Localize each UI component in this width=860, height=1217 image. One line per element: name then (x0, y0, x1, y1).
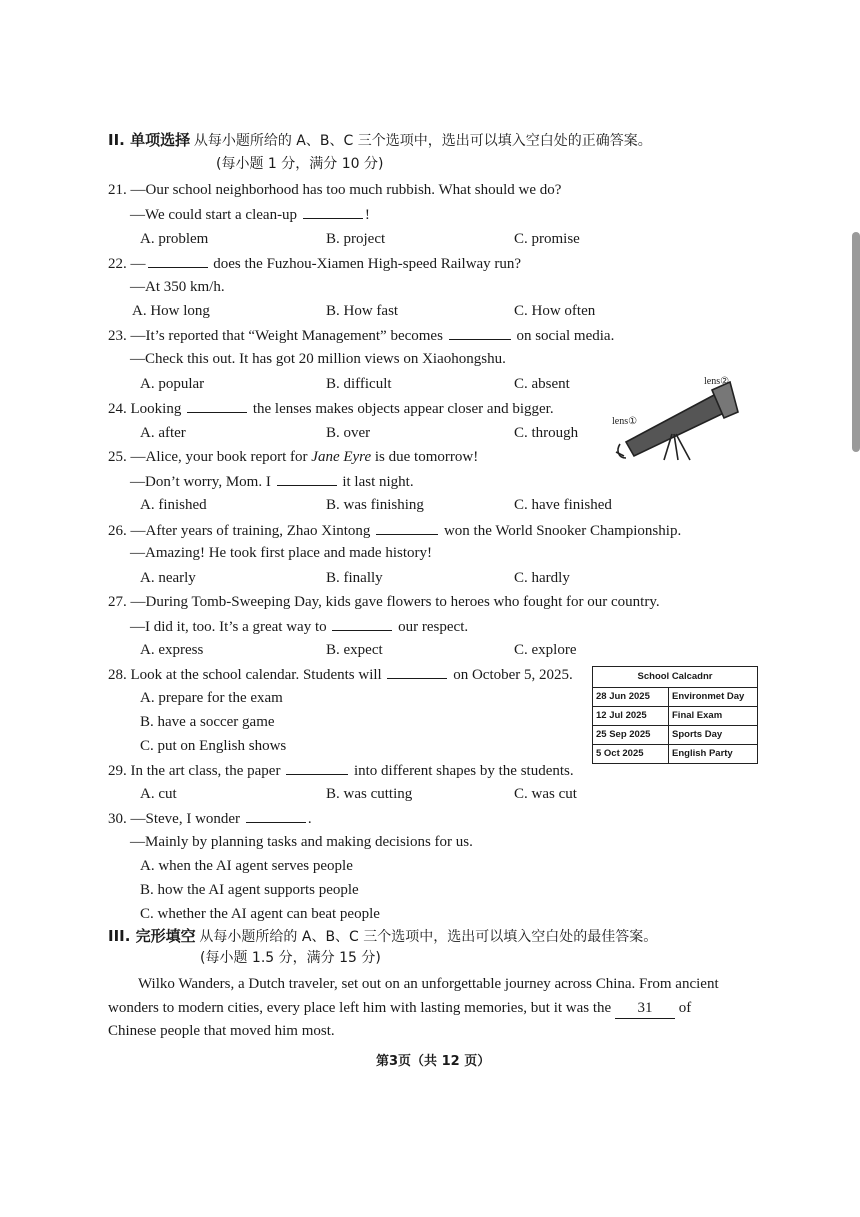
vertical-scrollbar[interactable] (852, 232, 860, 452)
q21-option-a: A. problem (140, 231, 209, 247)
q22-option-b: B. How fast (326, 303, 399, 319)
section-2-score: (每小题 1 分，满分 10 分) (216, 156, 384, 172)
calendar-row (593, 707, 757, 726)
q27-line2-start: —I did it, too. It’s a great way to (130, 619, 327, 635)
q25-option-a: A. finished (140, 497, 207, 513)
q29-line1-start: 29. In the art class, the paper (108, 763, 281, 779)
blank-31: 31 (615, 998, 675, 1019)
calendar-date: 25 Sep 2025 (593, 726, 669, 744)
calendar-date: 28 Jun 2025 (593, 688, 669, 706)
calendar-event: Final Exam (672, 710, 723, 721)
q23-line1-start: 23. —It’s reported that “Weight Management” becomes (108, 328, 443, 344)
calendar-row (593, 688, 757, 707)
q26-option-a: A. nearly (140, 570, 196, 586)
q26-line1 (108, 520, 681, 541)
q22-line1 (108, 253, 521, 274)
calendar-row (593, 745, 757, 763)
q21-line2 (130, 204, 370, 225)
lens1-label: lens① (612, 416, 638, 427)
q23-line2: —Check this out. It has got 20 million views on Xiaohongshu. (130, 351, 506, 367)
calendar-event: Environmet Day (672, 691, 745, 702)
q21-option-b: B. project (326, 231, 386, 247)
q27-option-c: C. explore (514, 642, 577, 658)
q22-line1-start: 22. — (108, 256, 146, 272)
telescope-illustration (612, 372, 744, 464)
q29-line1-end: into different shapes by the students. (353, 763, 574, 779)
q29-option-b: B. was cutting (326, 786, 413, 802)
q25-blank (277, 471, 337, 486)
q30-line1-start: 30. —Steve, I wonder (108, 811, 241, 827)
q30-blank (246, 808, 306, 823)
q25-line1-start: 25. —Alice, your book report for (108, 449, 308, 465)
q30-line2: —Mainly by planning tasks and making decisions for us. (130, 834, 473, 850)
q25-book-title: Jane Eyre (311, 449, 372, 465)
calendar-event: Sports Day (672, 729, 723, 740)
q30-line1 (108, 808, 312, 829)
section-3-score: (每小题 1.5 分，满分 15 分) (200, 950, 381, 966)
calendar-row (593, 726, 757, 745)
q24-option-a: A. after (140, 425, 186, 441)
q24-option-b: B. over (326, 425, 371, 441)
q21-line2-text: —We could start a clean-up (130, 207, 298, 223)
q28-line1-start: 28. Look at the school calendar. Students will (108, 667, 382, 683)
calendar-title: School Calcadnr (593, 667, 757, 688)
q29-option-c: C. was cut (514, 786, 577, 802)
q22-blank (148, 253, 208, 268)
q21-option-c: C. promise (514, 231, 580, 247)
q28-line1-end: on October 5, 2025. (453, 667, 573, 683)
q22-option-a: A. How long (132, 303, 210, 319)
q25-line1 (108, 447, 478, 467)
q27-blank (332, 616, 392, 631)
q26-option-c: C. hardly (514, 570, 570, 586)
q29-blank (286, 760, 348, 775)
q25-line2-start: —Don’t worry, Mom. I (130, 474, 271, 490)
q25-line2 (130, 471, 414, 492)
q30-line1-end: . (307, 811, 312, 827)
page-number: 第3页（共 12 页） (376, 1054, 491, 1069)
q26-blank (376, 520, 438, 535)
q29-line1 (108, 760, 574, 781)
q23-line1 (108, 325, 614, 346)
q22-line1-end: does the Fuzhou-Xiamen High-speed Railway run? (213, 256, 522, 272)
q24-line1-start: 24. Looking (108, 401, 182, 417)
q28-option-c: C. put on English shows (140, 738, 287, 754)
q23-blank (449, 325, 511, 340)
q23-option-a: A. popular (140, 376, 205, 392)
q27-option-a: A. express (140, 642, 204, 658)
passage-line1: Wilko Wanders, a Dutch traveler, set out on an unforgettable journey across China. From ancient (138, 976, 719, 992)
q28-blank (387, 664, 447, 679)
q28-option-a: A. prepare for the exam (140, 690, 283, 706)
q21-line2-end: ! (364, 207, 370, 223)
section-3-instruction: 从每小题所给的 A、B、C 三个选项中，选出可以填入空白处的最佳答案。 (199, 929, 658, 945)
calendar-date: 5 Oct 2025 (593, 745, 669, 763)
q26-line1-start: 26. —After years of training, Zhao Xintong (108, 523, 371, 539)
q26-line1-end: won the World Snooker Championship. (443, 523, 682, 539)
q28-line1 (108, 664, 573, 685)
q27-line1: 27. —During Tomb-Sweeping Day, kids gave flowers to heroes who fought for our country. (108, 594, 660, 610)
passage-line2-end: of (678, 1000, 692, 1016)
q30-option-c: C. whether the AI agent can beat people (140, 906, 380, 922)
q25-line2-end: it last night. (342, 474, 414, 490)
passage-line3: Chinese people that moved him most. (108, 1023, 335, 1039)
q27-line2-end: our respect. (398, 619, 469, 635)
calendar-date: 12 Jul 2025 (593, 707, 669, 725)
q25-line1-end: is due tomorrow! (374, 449, 479, 465)
section-3-title: III. 完形填空 (108, 927, 196, 945)
q23-line1-end: on social media. (516, 328, 615, 344)
q29-option-a: A. cut (140, 786, 177, 802)
q24-option-c: C. through (514, 425, 579, 441)
q22-line2: —At 350 km/h. (130, 279, 225, 295)
q27-line2 (130, 616, 468, 637)
passage-line2-start: wonders to modern cities, every place left him with lasting memories, but it was the (108, 1000, 612, 1016)
q21-line1: 21. —Our school neighborhood has too much rubbish. What should we do? (108, 182, 562, 198)
q28-option-b: B. have a soccer game (140, 714, 275, 730)
q30-option-a: A. when the AI agent serves people (140, 858, 353, 874)
lens2-label: lens② (704, 376, 730, 387)
section-2-instruction: 从每小题所给的 A、B、C 三个选项中，选出可以填入空白处的正确答案。 (193, 133, 652, 149)
q25-option-b: B. was finishing (326, 497, 424, 513)
q21-blank (303, 204, 363, 219)
passage-line2 (108, 998, 691, 1019)
calendar-event: English Party (672, 748, 733, 759)
section-2-header (108, 130, 652, 151)
q26-option-b: B. finally (326, 570, 383, 586)
q25-option-c: C. have finished (514, 497, 612, 513)
section-3-header (108, 926, 657, 947)
q26-line2: —Amazing! He took first place and made history! (130, 545, 432, 561)
section-2-title: II. 单项选择 (108, 131, 191, 149)
q23-option-b: B. difficult (326, 376, 392, 392)
q22-option-c: C. How often (514, 303, 596, 319)
q24-line1 (108, 398, 554, 419)
q23-option-c: C. absent (514, 376, 570, 392)
q27-option-b: B. expect (326, 642, 383, 658)
q30-option-b: B. how the AI agent supports people (140, 882, 359, 898)
school-calendar-table (592, 666, 758, 764)
q24-blank (187, 398, 247, 413)
q24-line1-end: the lenses makes objects appear closer and bigger. (252, 401, 554, 417)
